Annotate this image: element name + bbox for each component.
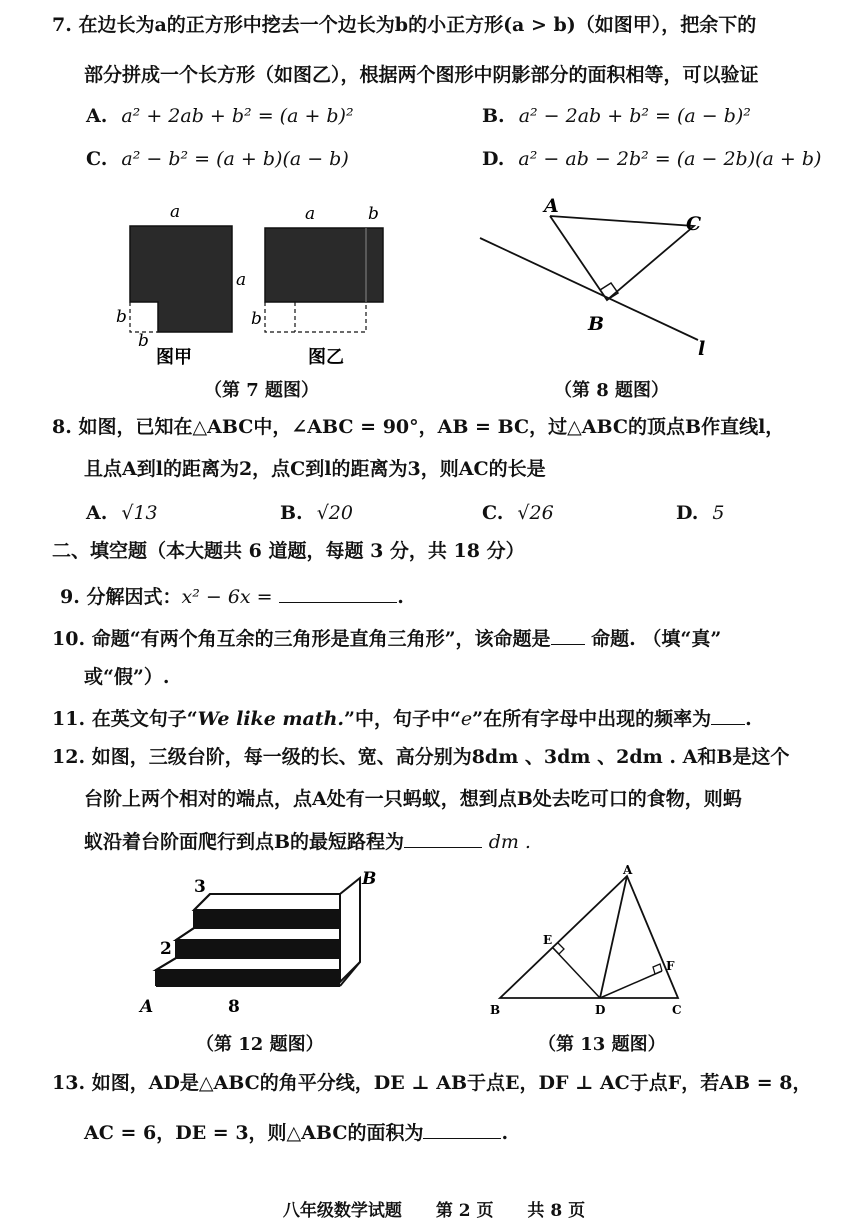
q7-yi-label-b-top: b: [368, 204, 379, 224]
q9-answer-blank: [279, 582, 397, 603]
q10-number: 10.: [52, 628, 86, 650]
q10-text-b: 命题. （填“真”: [591, 628, 722, 650]
q13-label-a: A: [623, 863, 633, 877]
q13-text-line2: AC = 6，DE = 3，则△ABC的面积为: [84, 1122, 424, 1144]
footer-page: 第 2 页: [435, 1201, 494, 1221]
q13-label-c: C: [672, 1003, 682, 1017]
q7-line1: [52, 12, 756, 38]
q12-text-line1: 如图，三级台阶，每一级的长、宽、高分别为8dm 、3dm 、2dm . A和B是这个: [91, 746, 790, 768]
q7-number: 7.: [52, 14, 72, 36]
q9-line: [60, 582, 404, 610]
section2-title: 二、填空题（本大题共 6 道题，每题 3 分，共 18 分）: [52, 540, 525, 562]
q7-figure-yi: [250, 196, 400, 376]
q8-text-line1: 如图，已知在△ABC中，∠ABC = 90°，AB = BC，过△ABC的顶点B作直线l，: [78, 416, 785, 438]
q11-letter: e: [460, 708, 473, 730]
q12-label-8: 8: [228, 997, 240, 1017]
q13-line1: [52, 1070, 811, 1096]
q10-line1: [52, 624, 721, 652]
q12-figure: [130, 866, 390, 1026]
q12-number: 12.: [52, 746, 86, 768]
q11-end: .: [745, 708, 752, 730]
q12-line2: 台阶上两个相对的端点，点A处有一只蚂蚁，想到点B处去吃可口的食物，则蚂: [84, 788, 742, 810]
q9-number: 9.: [60, 586, 80, 608]
q13-line2: [84, 1118, 508, 1146]
q7-option-a: A. a² + 2ab + b² = (a + b)²: [86, 105, 354, 127]
q8-figure: [470, 190, 730, 370]
q12-label-b: B: [362, 869, 377, 889]
q13-text-line1: 如图，AD是△ABC的角平分线，DE ⊥ AB于点E，DF ⊥ AC于点F，若AB = 8，: [91, 1072, 812, 1094]
q12-line1: [52, 744, 789, 770]
q9-expr: x² − 6x =: [181, 586, 273, 608]
q7-line2: 部分拼成一个长方形（如图乙），根据两个图形中阴影部分的面积相等，可以验证: [84, 64, 759, 86]
q7-jia-label-b-bottom: b: [138, 331, 149, 351]
q11-sentence: We like math.: [197, 708, 345, 730]
q8-option-b: B. √20: [280, 502, 353, 524]
q7-option-c: C. a² − b² = (a + b)(a − b): [86, 148, 349, 170]
q13-number: 13.: [52, 1072, 86, 1094]
q7-yi-label-b-side: b: [251, 309, 262, 329]
q10-text-a: 命题“有两个角互余的三角形是直角三角形”，该命题是: [91, 628, 551, 650]
q13-answer-blank: [423, 1118, 501, 1139]
q8-figure-caption: （第 8 题图）: [554, 380, 670, 401]
q8-line1: [52, 414, 784, 440]
q10-answer-blank: [551, 624, 585, 645]
q13-label-f: F: [666, 959, 675, 973]
q7-jia-label-a-side: a: [236, 270, 247, 290]
q12-label-a: A: [140, 997, 154, 1017]
q7-jia-label-b-side: b: [116, 307, 127, 327]
q11-number: 11.: [52, 708, 86, 730]
q12-unit: dm .: [488, 831, 531, 853]
q13-figure: [486, 860, 696, 1025]
q8-label-l: l: [698, 338, 706, 360]
q8-line2: 且点A到l的距离为2，点C到l的距离为3，则AC的长是: [84, 458, 546, 480]
q7-text-line1: 在边长为a的正方形中挖去一个边长为b的小正方形(a > b)（如图甲），把余下的: [78, 14, 757, 36]
q7-figure-caption: （第 7 题图）: [204, 380, 320, 401]
q12-line3: [84, 827, 531, 855]
q12-answer-blank: [404, 827, 482, 848]
q11-text-c: ”在所有字母中出现的频率为: [472, 708, 712, 730]
q13-label-d: D: [595, 1003, 606, 1017]
q7-jia-label-a-top: a: [170, 202, 181, 222]
q10-line2: 或“假”）.: [84, 666, 170, 688]
page-footer: [0, 1196, 868, 1221]
q13-figure-caption: （第 13 题图）: [538, 1034, 666, 1055]
q7-figure-jia: [100, 196, 260, 376]
q13-label-e: E: [543, 933, 553, 947]
q8-label-c: C: [686, 213, 702, 235]
q8-option-c: C. √26: [482, 502, 554, 524]
q13-end: .: [501, 1122, 509, 1144]
q7-yi-caption: 图乙: [308, 347, 344, 368]
q12-label-3: 3: [194, 877, 206, 897]
q11-text-a: 在英文句子“: [91, 708, 198, 730]
q13-label-b: B: [490, 1003, 501, 1017]
q7-option-d: D. a² − ab − 2b² = (a − 2b)(a + b): [482, 148, 822, 170]
q8-number: 8.: [52, 416, 72, 438]
q11-answer-blank: [711, 704, 745, 725]
q8-option-d: D. 5: [676, 502, 725, 524]
q12-figure-caption: （第 12 题图）: [196, 1034, 324, 1055]
footer-total: 共 8 页: [527, 1201, 586, 1221]
q8-option-a: A. √13: [86, 502, 158, 524]
footer-subject: 八年级数学试题: [282, 1201, 402, 1221]
q7-yi-label-a-top: a: [305, 204, 316, 224]
q9-text: 分解因式：: [86, 586, 182, 608]
q11-text-b: ”中，句子中“: [344, 708, 461, 730]
q11-line: [52, 704, 752, 732]
q9-end: .: [397, 586, 404, 608]
q8-label-b: B: [588, 313, 605, 335]
q12-label-2: 2: [160, 939, 172, 959]
q7-jia-caption: 图甲: [156, 347, 192, 368]
q8-label-a: A: [544, 195, 559, 217]
q12-text-line3: 蚁沿着台阶面爬行到点B的最短路程为: [84, 831, 405, 853]
q7-option-b: B. a² − 2ab + b² = (a − b)²: [482, 105, 751, 127]
